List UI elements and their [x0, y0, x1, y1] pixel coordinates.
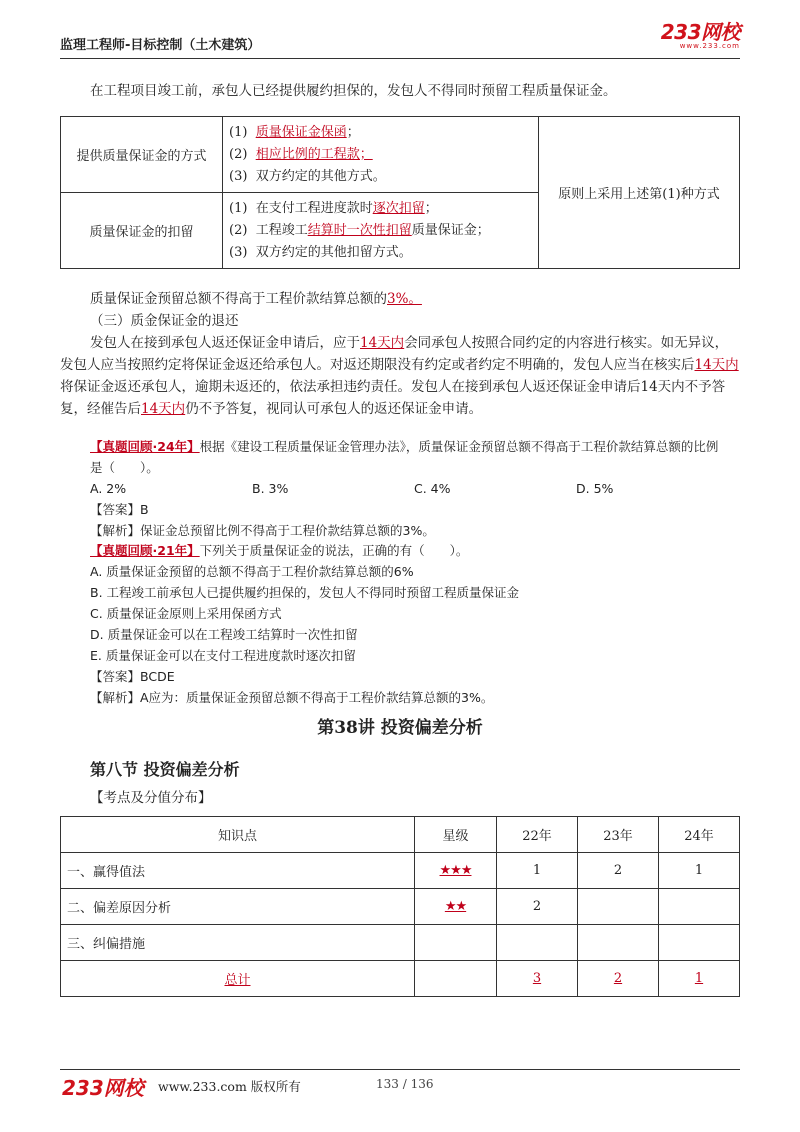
table-row [61, 925, 740, 961]
footer-divider [60, 1069, 740, 1070]
q2-option-b: B. 工程竣工前承包人已提供履约担保的，发包人不得同时预留工程质量保证金 [90, 585, 520, 600]
header-cell: 24年 [659, 817, 740, 853]
score-23 [578, 925, 659, 961]
score-24 [659, 889, 740, 925]
q2-answer: 【答案】BCDE [90, 669, 175, 684]
brand-logo[interactable] [661, 22, 740, 50]
table-row [61, 853, 740, 889]
page-number: 133 / 136 [376, 1077, 434, 1091]
section3-heading: （三）质金保证金的退还 [90, 313, 239, 329]
total-22: 3 [497, 961, 578, 997]
row-name: 三、纠偏措施 [61, 925, 415, 961]
star-rating: ★★★ [415, 853, 497, 889]
row1-item-1: (1) 质量保证金保函； [229, 124, 360, 140]
q2-option-c: C. 质量保证金原则上采用保函方式 [90, 606, 282, 621]
q2-analysis: 【解析】A应为：质量保证金预留总额不得高于工程价款结算总额的3%。 [90, 690, 494, 705]
row1-items [223, 117, 539, 193]
limit-paragraph: 质量保证金预留总额不得高于工程价款结算总额的3%。 [90, 291, 422, 307]
q1-option-a: A. 2% [90, 481, 127, 496]
row2-item-1: (1) 在支付工程进度款时逐次扣留； [229, 200, 438, 216]
question-2 [90, 540, 730, 708]
q1-answer: 【答案】B [90, 502, 149, 517]
return-paragraph: 发包人在接到承包人返还保证金申请后，应于14天内会同承包人按照合同约定的内容进行核实。如无异议，发包人应当按照约定将保证金返还给承包人。对返还期限没有约定或者约定不明确的，发包人应当在核实后14天内将保证金返还承包人，逾期未返还的，依法承担违约责任。发包人在接到承包人返还保证金申请后14天内不予答复，经催告后14天内仍不予答复，视同认可承包人的返还保证金申请。 [60, 335, 739, 417]
q2-option-e: E. 质量保证金可以在支付工程进度款时逐次扣留 [90, 648, 356, 663]
total-label: 总计 [61, 961, 415, 997]
q2-stem: 【真题回顾·21年】下列关于质量保证金的说法，正确的有（ ）。 [90, 543, 469, 558]
row-name: 一、赢得值法 [61, 853, 415, 889]
side-note: 原则上采用上述第(1)种方式 [539, 117, 740, 269]
score-24 [659, 925, 740, 961]
q2-option-a: A. 质量保证金预留的总额不得高于工程价款结算总额的6% [90, 564, 414, 579]
guarantee-table [60, 116, 740, 269]
q1-options [90, 478, 730, 499]
q1-analysis: 【解析】保证金总预留比例不得高于工程价款结算总额的3%。 [90, 523, 435, 538]
question-1 [90, 436, 730, 541]
row2-items [223, 193, 539, 269]
q1-option-b: B. 3% [252, 481, 289, 496]
q1-option-c: C. 4% [414, 481, 451, 496]
header-cell: 23年 [578, 817, 659, 853]
q1-stem: 【真题回顾·24年】根据《建设工程质量保证金管理办法》，质量保证金预留总额不得高于工程价款结算总额的比例是（ ）。 [90, 439, 719, 475]
footer-copyright: www.233.com 版权所有 [158, 1079, 301, 1094]
total-row [61, 961, 740, 997]
star-rating: ★★ [415, 889, 497, 925]
total-24: 1 [659, 961, 740, 997]
score-23 [578, 889, 659, 925]
header-cell: 22年 [497, 817, 578, 853]
header-cell: 星级 [415, 817, 497, 853]
row-name: 二、偏差原因分析 [61, 889, 415, 925]
logo-text: 233网校 [660, 20, 740, 44]
q2-option-d: D. 质量保证金可以在工程竣工结算时一次性扣留 [90, 627, 358, 642]
row2-label: 质量保证金的扣留 [61, 193, 223, 269]
row2-item-2: (2) 工程竣工结算时一次性扣留质量保证金； [229, 222, 490, 238]
table-row [61, 889, 740, 925]
footer-logo[interactable]: 233网校 [62, 1076, 144, 1100]
q1-option-d: D. 5% [576, 481, 614, 496]
score-distribution-table [60, 816, 740, 997]
q2-tag: 【真题回顾·21年】 [90, 543, 200, 558]
page-header [60, 22, 740, 56]
score-22: 2 [497, 889, 578, 925]
q1-tag: 【真题回顾·24年】 [90, 439, 200, 454]
row1-item-3: (3) 双方约定的其他方式。 [229, 168, 386, 184]
logo-sub: www.233.com [679, 42, 740, 50]
section-title: 第八节 投资偏差分析 [90, 760, 240, 779]
score-24: 1 [659, 853, 740, 889]
row1-label: 提供质量保证金的方式 [61, 117, 223, 193]
score-22: 1 [497, 853, 578, 889]
row2-item-3: (3) 双方约定的其他扣留方式。 [229, 244, 412, 260]
header-divider [60, 58, 740, 59]
score-23: 2 [578, 853, 659, 889]
total-stars [415, 961, 497, 997]
header-title: 监理工程师-目标控制（土木建筑） [60, 38, 261, 53]
header-cell: 知识点 [61, 817, 415, 853]
row1-item-2: (2) 相应比例的工程款； [229, 146, 373, 162]
table-header-row [61, 817, 740, 853]
score-22 [497, 925, 578, 961]
intro-paragraph: 在工程项目竣工前，承包人已经提供履约担保的，发包人不得同时预留工程质量保证金。 [90, 83, 617, 99]
total-23: 2 [578, 961, 659, 997]
lecture-title: 第38讲 投资偏差分析 [317, 718, 483, 738]
knowledge-points-title: 【考点及分值分布】 [90, 790, 212, 806]
star-rating [415, 925, 497, 961]
